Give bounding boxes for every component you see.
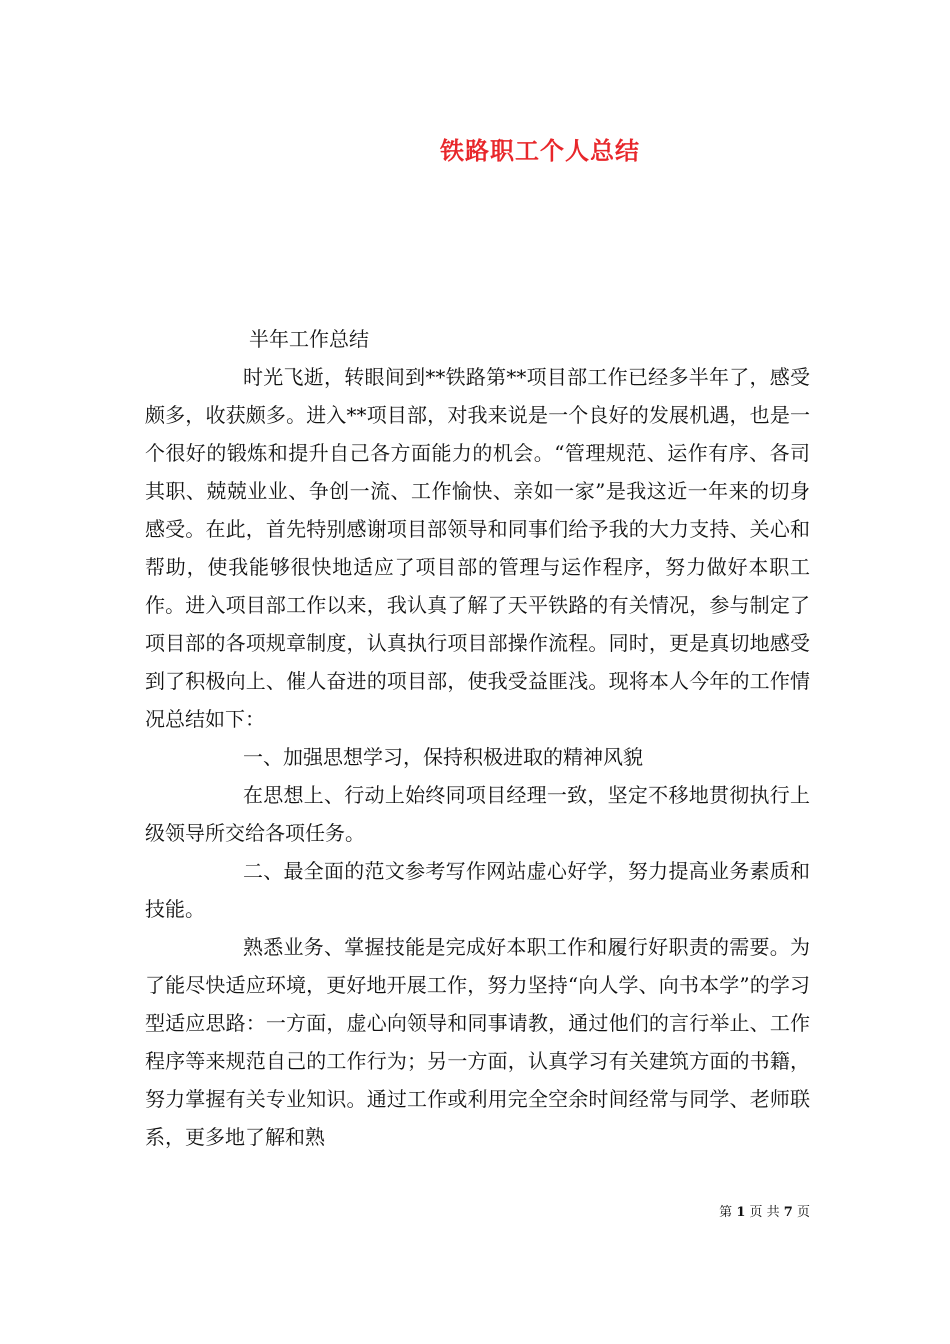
paragraph: 在思想上、行动上始终同项目经理一致，坚定不移地贯彻执行上级领导所交给各项任务。: [145, 783, 810, 845]
section-heading: 一、加强思想学习，保持积极进取的精神风貌: [243, 745, 643, 769]
page-title: 铁路职工个人总结: [440, 136, 640, 165]
footer-middle: 页 共: [749, 1205, 780, 1220]
page-footer: [719, 1201, 810, 1220]
paragraph: 时光飞逝，转眼间到**铁路第**项目部工作已经多半年了，感受颇多，收获颇多。进入**项目部，对我来说是一个良好的发展机遇，也是一个很好的锻炼和提升自己各方面能力的机会。“管理规范、运作有序、各司其职、兢兢业业、争创一流、工作愉快、亲如一家”是我这近一年来的切身感受。在此，首先特别感谢项目部领导和同事们给予我的大力支持、关心和帮助，使我能够很快地适应了项目部的管理与运作程序，努力做好本职工作。进入项目部工作以来，我认真了解了天平铁路的有关情况，参与制定了项目部的各项规章制度，认真执行项目部操作流程。同时，更是真切地感受到了积极向上、催人奋进的项目部，使我受益匪浅。现将本人今年的工作情况总结如下：: [145, 365, 810, 731]
section-heading: 二、最全面的范文参考写作网站虚心好学，努力提高业务素质和技能。: [145, 859, 810, 921]
footer-current-page: 1: [736, 1205, 746, 1220]
footer-suffix: 页: [796, 1205, 810, 1220]
paragraph: 熟悉业务、掌握技能是完成好本职工作和履行好职责的需要。为了能尽快适应环境，更好地开展工作，努力坚持“向人学、向书本学”的学习型适应思路：一方面，虚心向领导和同事请教，通过他们的言行举止、工作程序等来规范自己的工作行为；另一方面，认真学习有关建筑方面的书籍，努力掌握有关专业知识。通过工作或利用完全空余时间经常与同学、老师联系，更多地了解和熟: [145, 935, 810, 1149]
footer-total-pages: 7: [783, 1205, 793, 1220]
document-body: [145, 320, 810, 1156]
document-subtitle: 半年工作总结: [249, 327, 369, 351]
footer-prefix: 第: [719, 1205, 733, 1220]
